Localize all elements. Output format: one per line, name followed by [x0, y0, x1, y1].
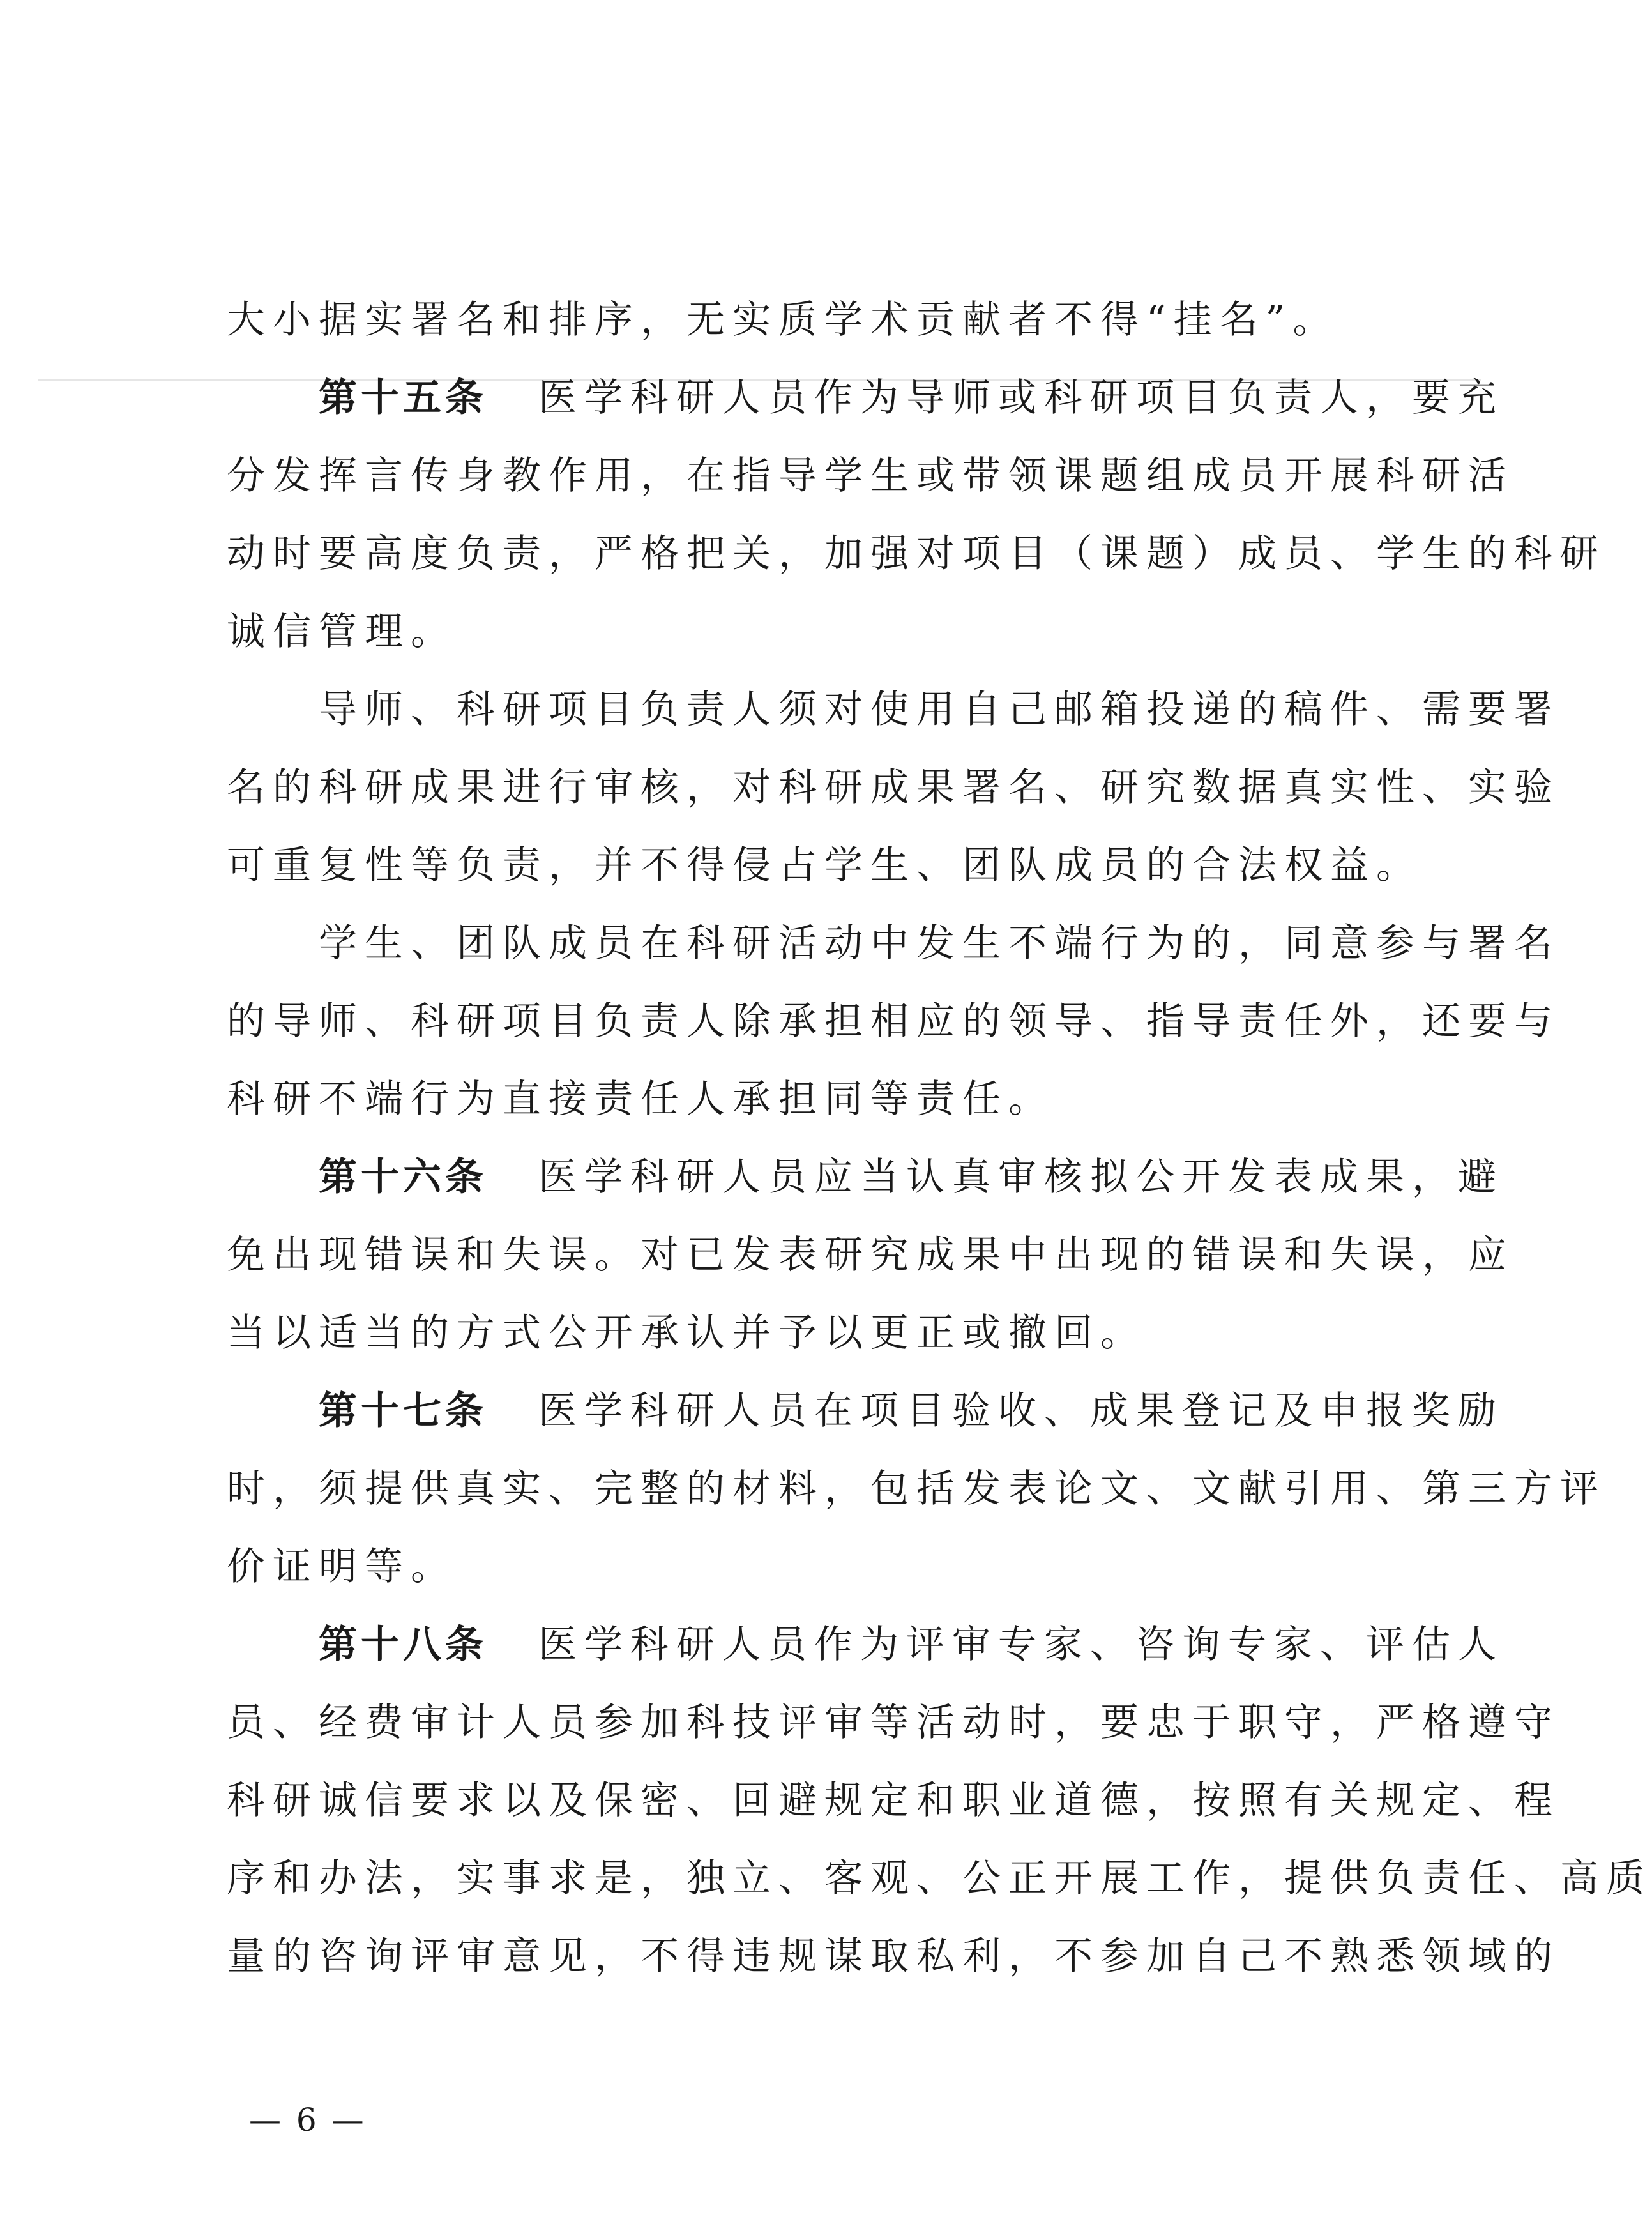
text-segment: 导师、科研项目负责人须对使用自己邮箱投递的稿件、需要署 [319, 687, 1560, 732]
article-first-line [227, 1138, 1504, 1216]
text-line: 科研诚信要求以及保密、回避规定和职业道德，按照有关规定、程 [227, 1778, 1560, 1823]
text-line: 员、经费审计人员参加科技评审等活动时，要忠于职守，严格遵守 [227, 1700, 1560, 1745]
document-body [227, 281, 1652, 1995]
text-line: 的导师、科研项目负责人除承担相应的领导、指导责任外，还要与 [227, 999, 1560, 1044]
text-line: 免出现错误和失误。对已发表研究成果中出现的错误和失误，应 [227, 1233, 1514, 1277]
text-segment: 医学科研人员在项目验收、成果登记及申报奖励 [538, 1389, 1504, 1433]
text-segment: 学生、团队成员在科研活动中发生不端行为的，同意参与署名 [319, 921, 1560, 966]
text-line: 量的咨询评审意见，不得违规谋取私利，不参加自己不熟悉领域的 [227, 1934, 1560, 1979]
text-line: 大小据实署名和排序，无实质学术贡献者不得“挂名”。 [227, 298, 1339, 342]
text-segment: 医学科研人员作为导师或科研项目负责人，要充 [538, 376, 1504, 420]
article-first-line [227, 1372, 1504, 1450]
text-line: 可重复性等负责，并不得侵占学生、团队成员的合法权益。 [227, 843, 1422, 888]
text-segment: 医学科研人员作为评审专家、咨询专家、评估人 [538, 1622, 1504, 1667]
text-segment: 医学科研人员应当认真审核拟公开发表成果，避 [538, 1155, 1504, 1200]
text-line: 时，须提供真实、完整的材料，包括发表论文、文献引用、第三方评 [227, 1467, 1606, 1511]
paragraph-first-line [227, 904, 1560, 982]
text-line: 序和办法，实事求是，独立、客观、公正开展工作，提供负责任、高质 [227, 1856, 1652, 1901]
article-first-line [227, 1606, 1504, 1684]
text-line: 当以适当的方式公开承认并予以更正或撤回。 [227, 1311, 1146, 1355]
text-line: 诚信管理。 [227, 609, 457, 654]
paragraph-first-line [227, 671, 1560, 749]
article-first-line [227, 359, 1504, 437]
article-title: 第十七条 [319, 1389, 487, 1433]
page-number: — 6 — [249, 2101, 367, 2138]
text-line: 价证明等。 [227, 1544, 457, 1589]
text-line: 分发挥言传身教作用，在指导学生或带领课题组成员开展科研活 [227, 453, 1514, 498]
text-line: 名的科研成果进行审核，对科研成果署名、研究数据真实性、实验 [227, 765, 1560, 810]
text-line: 科研不端行为直接责任人承担同等责任。 [227, 1077, 1054, 1122]
article-title: 第十五条 [319, 376, 487, 420]
article-title: 第十六条 [319, 1155, 487, 1200]
article-title: 第十八条 [319, 1622, 487, 1667]
text-line: 动时要高度负责，严格把关，加强对项目（课题）成员、学生的科研 [227, 531, 1606, 576]
